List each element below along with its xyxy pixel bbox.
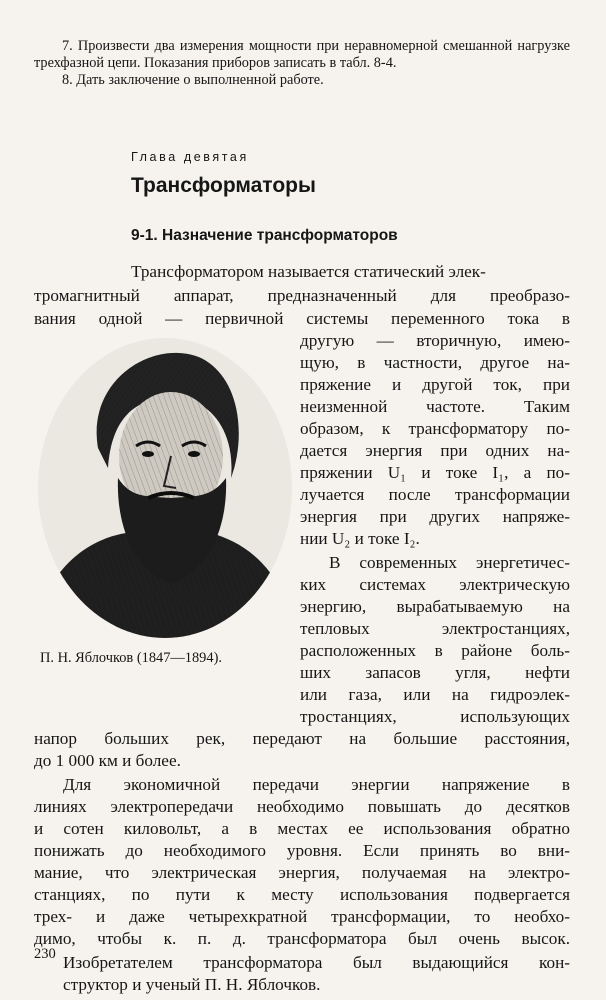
body-line: вания одной — первичной системы переменного тока в [34, 309, 570, 328]
portrait-yablochkov-image [36, 338, 294, 646]
body-line: В современных энергетичес- [329, 553, 570, 572]
body-line: другую — вторичную, имею- [300, 331, 570, 350]
body-line: ших запасов угля, нефти [300, 663, 570, 682]
body-line: лучается после трансформации [300, 485, 570, 504]
figure-caption: П. Н. Яблочков (1847—1894). [40, 650, 222, 666]
body-line: Изобретателем трансформатора был выдающийся кон- [63, 953, 570, 972]
body-line: трех- и даже четырехкратной трансформации, то необхо- [34, 907, 570, 926]
body-line: тепловых электростанциях, [300, 619, 570, 638]
body-line: станциях, по пути к месту использования подвергается [34, 885, 570, 904]
body-line: до 1 000 км и более. [34, 751, 181, 770]
body-line: пряжение и другой ток, при [300, 375, 570, 394]
body-line: структор и ученый П. Н. Яблочков. [63, 975, 321, 994]
body-line: Для экономичной передачи энергии напряжение в [63, 775, 570, 794]
body-line: энергия при других напряже- [300, 507, 570, 526]
body-line: расположенных в районе боль- [300, 641, 570, 660]
body-line: тромагнитный аппарат, предназначенный для преобразо- [34, 286, 570, 305]
task-item-7: 7. Произвести два измерения мощности при неравномерной смешанной нагрузке трехфазной цепи. Показания приборов записать в табл. 8-4. [34, 38, 570, 71]
body-line: нии U₂ и токе I₂. [300, 529, 420, 548]
body-line: димо, чтобы к. п. д. трансформатора был очень высок. [34, 929, 570, 948]
body-line: мание, что электрическая энергия, получаемая на электро- [34, 863, 570, 882]
body-line: образом, к трансформатору по- [300, 419, 570, 438]
body-line: линиях электропередачи необходимо повышать до десятков [34, 797, 570, 816]
chapter-title: Трансформаторы [131, 174, 316, 197]
task-item-8: 8. Дать заключение о выполненной работе. [62, 72, 324, 88]
body-line: энергию, вырабатываемую на [300, 597, 570, 616]
section-title: 9-1. Назначение трансформаторов [131, 227, 398, 244]
body-line: Трансформатором называется статический элек- [131, 262, 486, 281]
body-line: и сотен киловольт, а в местах ее использования обратно [34, 819, 570, 838]
page-number: 230 [34, 946, 56, 962]
body-line: или газа, или на гидроэлек- [300, 685, 570, 704]
body-line: пряжении U₁ и токе I₁, а по- [300, 463, 570, 482]
body-line: тростанциях, использующих [300, 707, 570, 726]
body-line: дается энергия при одних на- [300, 441, 570, 460]
task-list [34, 38, 570, 89]
body-line: напор больших рек, передают на большие расстояния, [34, 729, 570, 748]
body-line: понижать до необходимого уровня. Если принять во вни- [34, 841, 570, 860]
chapter-label: Глава девятая [131, 150, 249, 164]
body-line: неизменной частоте. Таким [300, 397, 570, 416]
body-line: ких системах электрическую [300, 575, 570, 594]
body-line: щую, в частности, другое на- [300, 353, 570, 372]
